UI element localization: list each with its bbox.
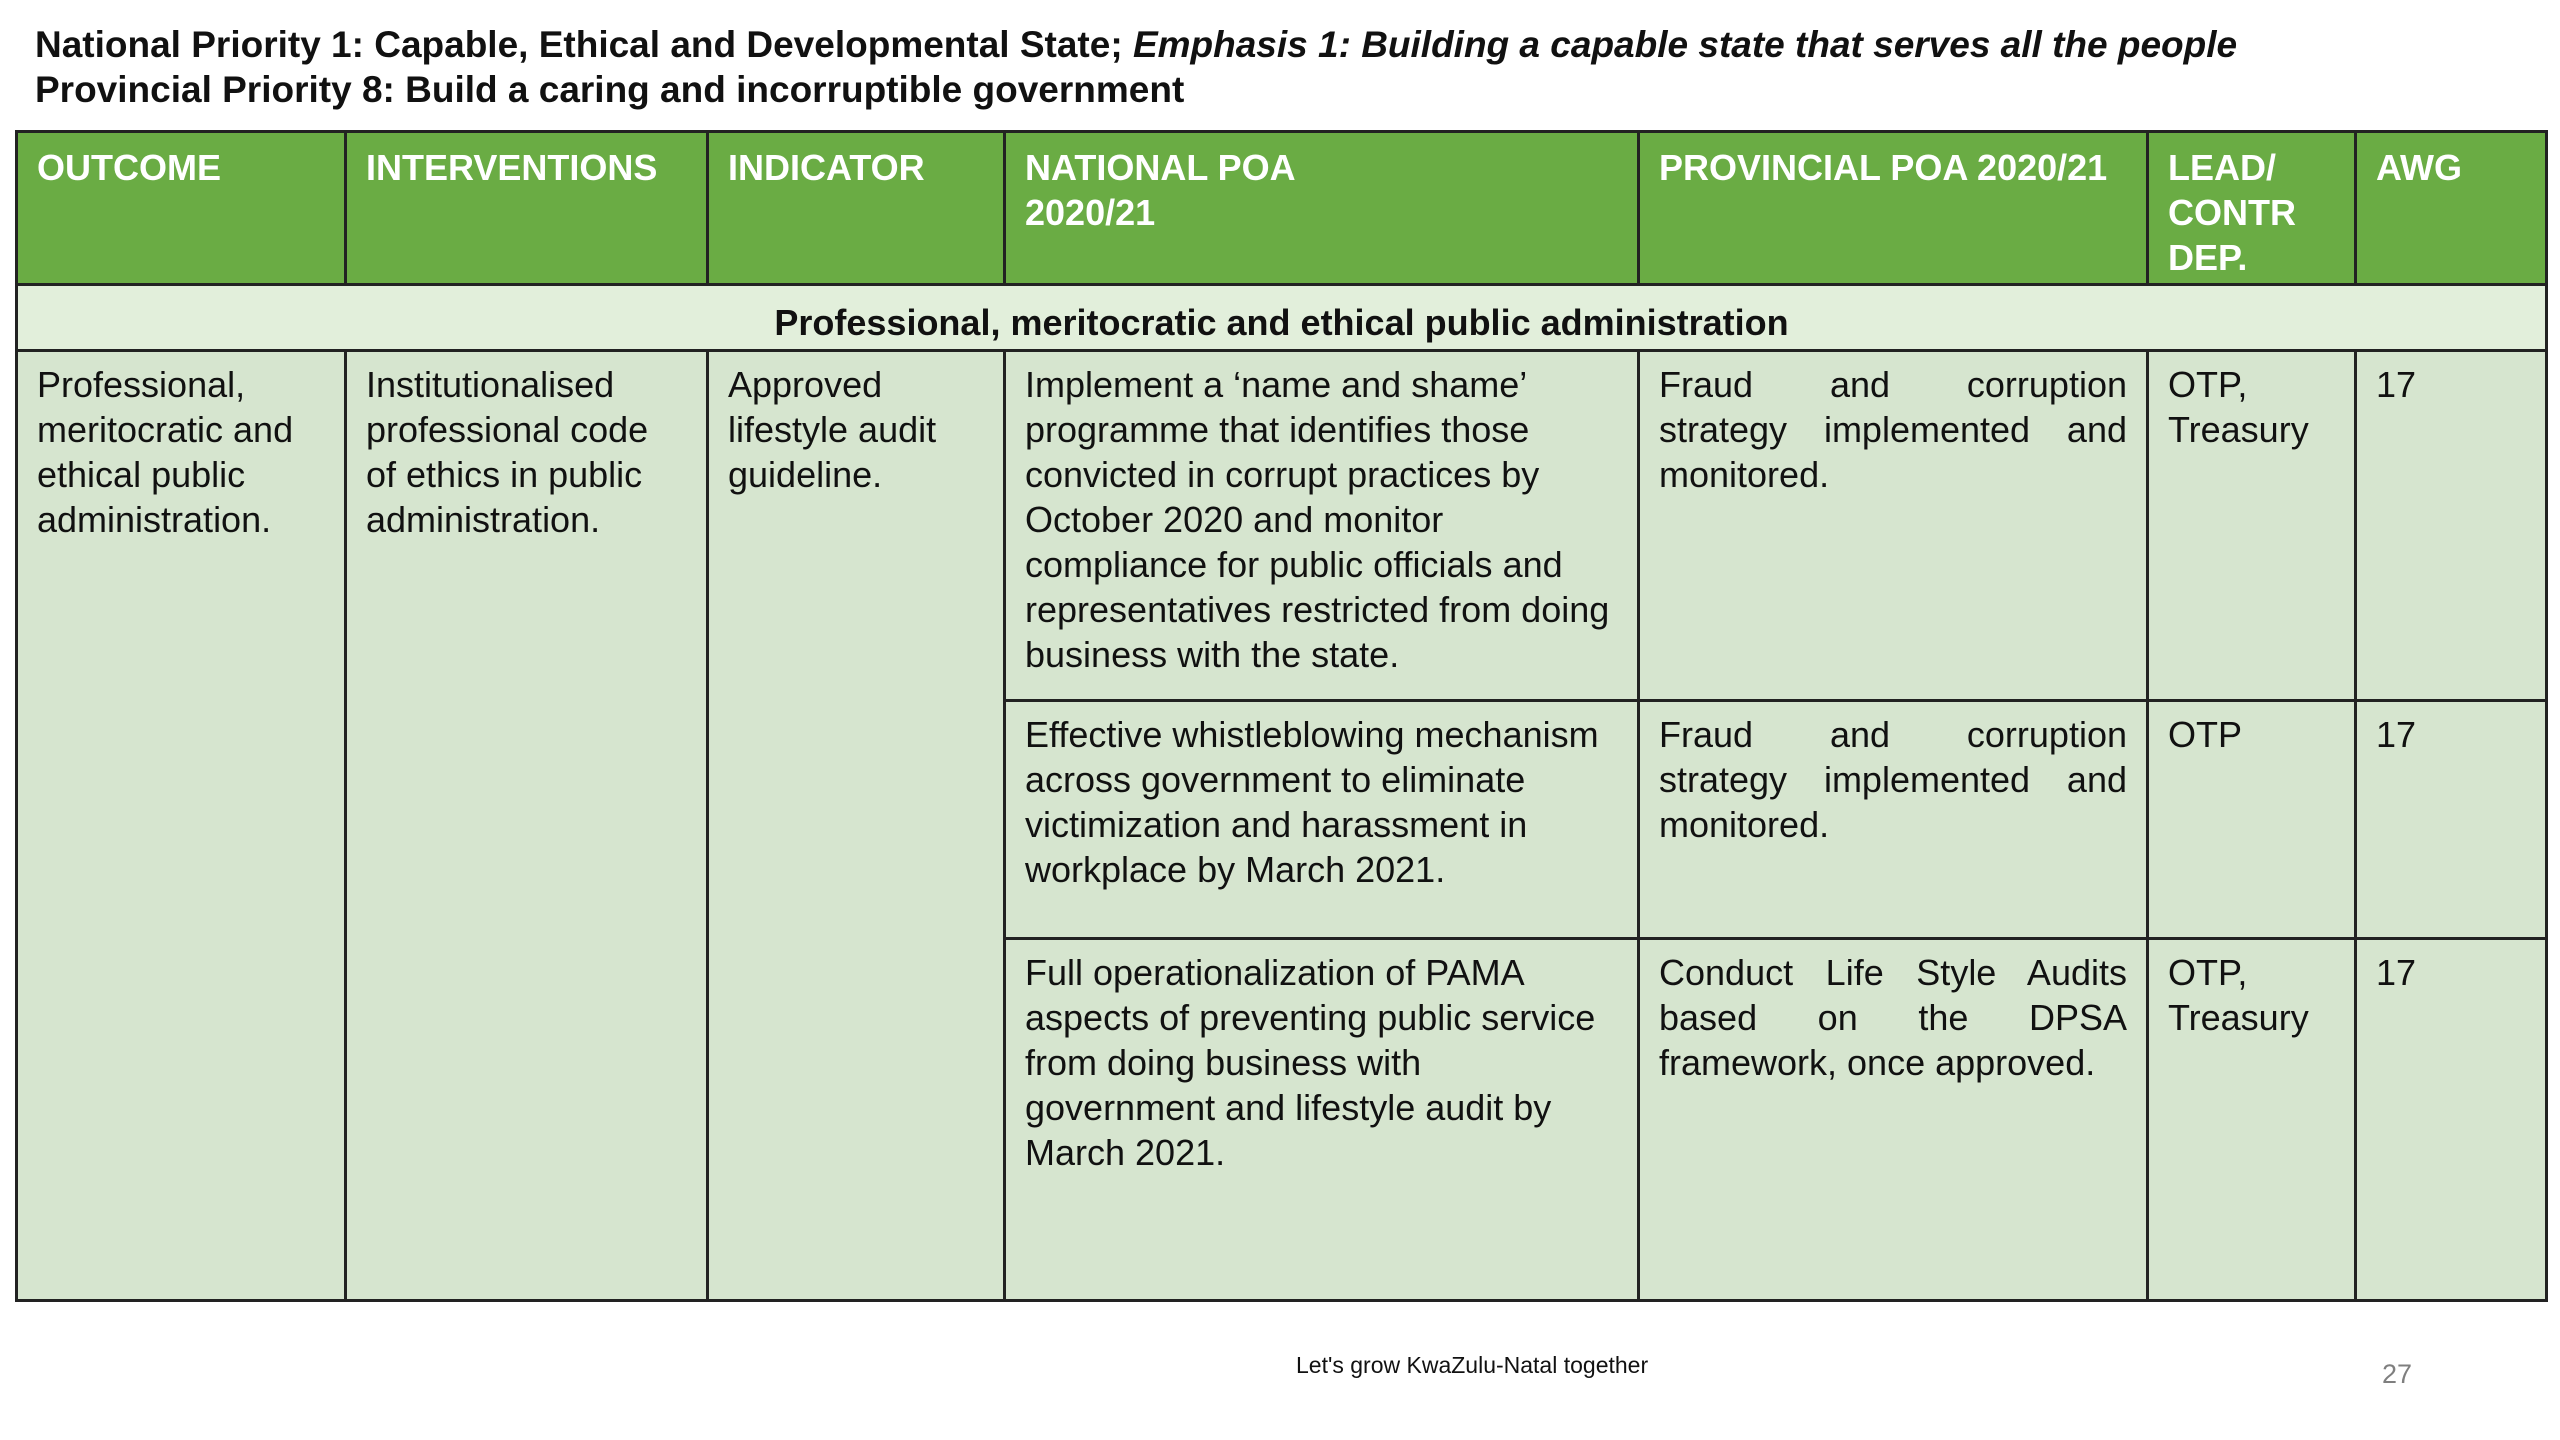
header-awg: AWG [2356, 132, 2547, 285]
national-poa-cell: Implement a ‘name and shame’ programme that identifies those convicted in corrupt practices by October 2020 and monitor compliance for public officials and representatives restricted from doing business with the state. [1005, 351, 1639, 701]
header-indicator: INDICATOR [708, 132, 1005, 285]
section-row [17, 285, 2547, 351]
lead-cell: OTP, Treasury [2148, 351, 2356, 701]
header-outcome: OUTCOME [17, 132, 346, 285]
header-national-poa: NATIONAL POA 2020/21 [1005, 132, 1639, 285]
table-row [17, 351, 2547, 701]
awg-cell: 17 [2356, 351, 2547, 701]
lead-cell: OTP, Treasury [2148, 939, 2356, 1301]
national-priority-text: National Priority 1: Capable, Ethical and Developmental State; [35, 24, 1133, 65]
section-title: Professional, meritocratic and ethical public administration [17, 285, 2547, 351]
page-number: 27 [2382, 1359, 2413, 1389]
header-provincial-poa: PROVINCIAL POA 2020/21 [1639, 132, 2148, 285]
header-lead: LEAD/ CONTR DEP. [2148, 132, 2356, 285]
interventions-cell: Institutionalised professional code of ethics in public administration. [346, 351, 708, 1301]
national-poa-cell: Full operationalization of PAMA aspects of preventing public service from doing business with government and lifestyle audit by March 2021. [1005, 939, 1639, 1301]
national-priority-line [35, 22, 2525, 67]
awg-cell: 17 [2356, 939, 2547, 1301]
poa-table [15, 130, 2548, 1302]
footer-tagline: Let's grow KwaZulu-Natal together [1296, 1352, 1649, 1378]
provincial-priority-line: Provincial Priority 8: Build a caring and incorruptible government [35, 69, 1185, 110]
provincial-poa-cell: Conduct Life Style Audits based on the DPSA framework, once approved. [1639, 939, 2148, 1301]
provincial-poa-cell: Fraud and corruption strategy implemented and monitored. [1639, 701, 2148, 939]
slide-heading [35, 22, 2525, 112]
provincial-poa-cell: Fraud and corruption strategy implemented and monitored. [1639, 351, 2148, 701]
national-poa-cell: Effective whistleblowing mechanism across government to eliminate victimization and harassment in workplace by March 2021. [1005, 701, 1639, 939]
outcome-cell: Professional, meritocratic and ethical public administration. [17, 351, 346, 1301]
header-row [17, 132, 2547, 285]
lead-cell: OTP [2148, 701, 2356, 939]
header-interventions: INTERVENTIONS [346, 132, 708, 285]
awg-cell: 17 [2356, 701, 2547, 939]
indicator-cell: Approved lifestyle audit guideline. [708, 351, 1005, 1301]
emphasis-text: Emphasis 1: Building a capable state that serves all the people [1132, 24, 2238, 65]
